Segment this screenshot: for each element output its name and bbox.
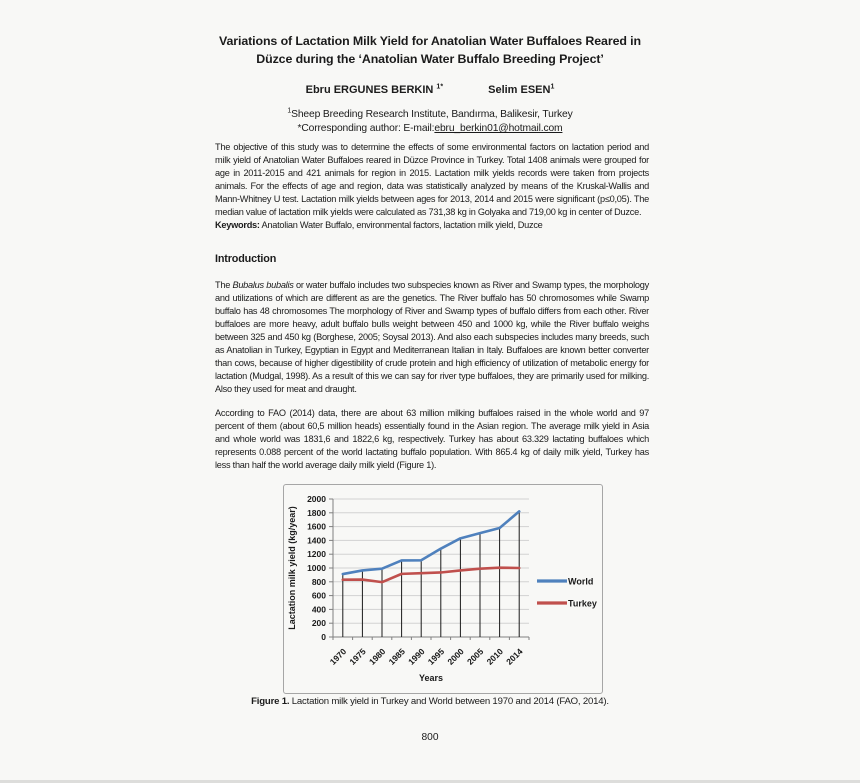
introduction-heading: Introduction xyxy=(215,253,277,265)
svg-text:1995: 1995 xyxy=(425,646,447,667)
affiliation-line xyxy=(0,108,860,122)
paper-title-line2: Düzce during the ‘Anatolian Water Buffalo Breeding Project’ xyxy=(256,51,604,66)
figure1-chart xyxy=(283,484,603,694)
svg-text:2014: 2014 xyxy=(504,646,525,667)
affiliation-text: Sheep Breeding Research Institute, Bandırma, Balikesir, Turkey xyxy=(291,109,573,120)
svg-text:1000: 1000 xyxy=(307,563,326,573)
svg-text:World: World xyxy=(568,576,594,587)
affiliation-block xyxy=(0,108,860,136)
svg-text:Turkey: Turkey xyxy=(568,598,597,609)
author-2-superscript: 1 xyxy=(550,83,555,91)
figure1-caption-text: Lactation milk yield in Turkey and World between 1970 and 2014 (FAO, 2014). xyxy=(289,696,609,707)
paragraph-1-lead: The xyxy=(215,280,233,290)
paragraph-1-body: or water buffalo includes two subspecies known as River and Swamp types, the morphology and utilizations of which are different as are the genetics. The River buffalo has 50 chromosomes while Swamp buffalo has 48 chromosomes The morphology of River and Swamp types of buffalo differs from each other. River buffaloes are more heavy, adult buffalo bulls weight between 450 and 1000 kg, while the River buffalo weighs between 325 and 450 kg (Borghese, 2005; Soysal 2013). And also each subspecies includes many breeds, such as Anatolian in Turkey, Egyptian in Egypt and Mediterranean Italian in Italy. Buffaloes are known better converter than cows, because of higher digestibility of crude protein and high efficiency of utilization of metabolic energy for lactation (Mudgal, 1998). As a result of this we can say for river type buffaloes, they are primarily used for milking. Also they used for meat and draught. xyxy=(215,280,649,394)
author-1-name: Ebru ERGUNES BERKIN xyxy=(305,84,434,96)
keywords-text: Anatolian Water Buffalo, environmental factors, lactation milk yield, Duzce xyxy=(259,220,543,230)
paper-title-line1: Variations of Lactation Milk Yield for Anatolian Water Buffaloes Reared in xyxy=(219,34,641,48)
svg-text:0: 0 xyxy=(321,632,326,642)
species-latin-name: Bubalus bubalis xyxy=(232,280,294,290)
introduction-paragraph-1 xyxy=(215,279,649,396)
author-2-name: Selim ESEN xyxy=(488,84,551,96)
svg-text:400: 400 xyxy=(311,604,326,615)
svg-text:1975: 1975 xyxy=(347,646,368,667)
svg-text:1985: 1985 xyxy=(386,646,408,667)
author-1-superscript: 1* xyxy=(436,83,444,91)
affiliation-superscript: 1 xyxy=(287,107,292,115)
svg-text:2000: 2000 xyxy=(445,646,466,667)
page-number: 800 xyxy=(421,732,439,743)
svg-text:600: 600 xyxy=(311,590,326,601)
corresponding-label: *Corresponding author: E-mail: xyxy=(297,123,435,134)
svg-text:2010: 2010 xyxy=(484,646,506,667)
svg-text:1200: 1200 xyxy=(307,549,326,560)
svg-text:1400: 1400 xyxy=(307,535,326,546)
svg-text:Lactation milk yield (kg/year): Lactation milk yield (kg/year) xyxy=(287,506,297,630)
svg-text:2000: 2000 xyxy=(307,494,326,504)
svg-text:1990: 1990 xyxy=(406,646,427,667)
abstract-block xyxy=(215,141,649,232)
author-2 xyxy=(488,84,554,96)
corresponding-line xyxy=(0,122,860,136)
svg-text:2005: 2005 xyxy=(464,646,486,667)
svg-text:1980: 1980 xyxy=(366,646,388,667)
abstract-text: The objective of this study was to determine the effects of some environmental factors on lactation period and milk yield of Anatolian Water Buffaloes reared in Düzce Province in Turkey. Total 1408 animals were grouped for age in 2011-2015 and 421 animals for region in 2015. Lactation milk yields records were taken from projects animals. For the effects of age and region, data was statistically analyzed by means of the Kruskal-Wallis and Mann-Whitney U test. Lactation milk yields between ages for 2013, 2014 and 2015 were significant (p≤0,05). The median value of lactation milk yields were calculated as 731,38 kg in Golyaka and 719,00 kg in center of Duzce. xyxy=(215,142,649,217)
author-1 xyxy=(306,84,443,96)
figure1-chart-svg xyxy=(284,485,604,694)
svg-text:1600: 1600 xyxy=(307,521,326,532)
svg-text:Years: Years xyxy=(418,673,444,683)
svg-text:1800: 1800 xyxy=(307,507,326,518)
svg-text:800: 800 xyxy=(311,576,326,587)
svg-text:200: 200 xyxy=(311,618,326,629)
svg-text:1970: 1970 xyxy=(327,646,349,667)
keywords-label: Keywords: xyxy=(215,220,260,230)
figure1-caption-label: Figure 1. xyxy=(251,696,290,707)
introduction-paragraph-2: According to FAO (2014) data, there are about 63 million milking buffaloes raised in the whole world and 97 percent of them (about 60,5 million heads) essentially found in the Asian region. The average milk yield in Asia and whole world was 1831,6 and 1822,6 kg, respectively. Turkey has about 63.329 lactating buffaloes which represents 0.088 percent of the world lactating buffalo population. With 865.4 kg of daily milk yield, Turkey has less than half the world average daily milk yield (Figure 1). xyxy=(215,408,649,470)
corresponding-email-link[interactable]: ebru_berkin01@hotmail.com xyxy=(434,123,563,134)
paper-title xyxy=(130,33,730,68)
author-list xyxy=(0,84,860,96)
figure1-caption xyxy=(0,696,860,707)
